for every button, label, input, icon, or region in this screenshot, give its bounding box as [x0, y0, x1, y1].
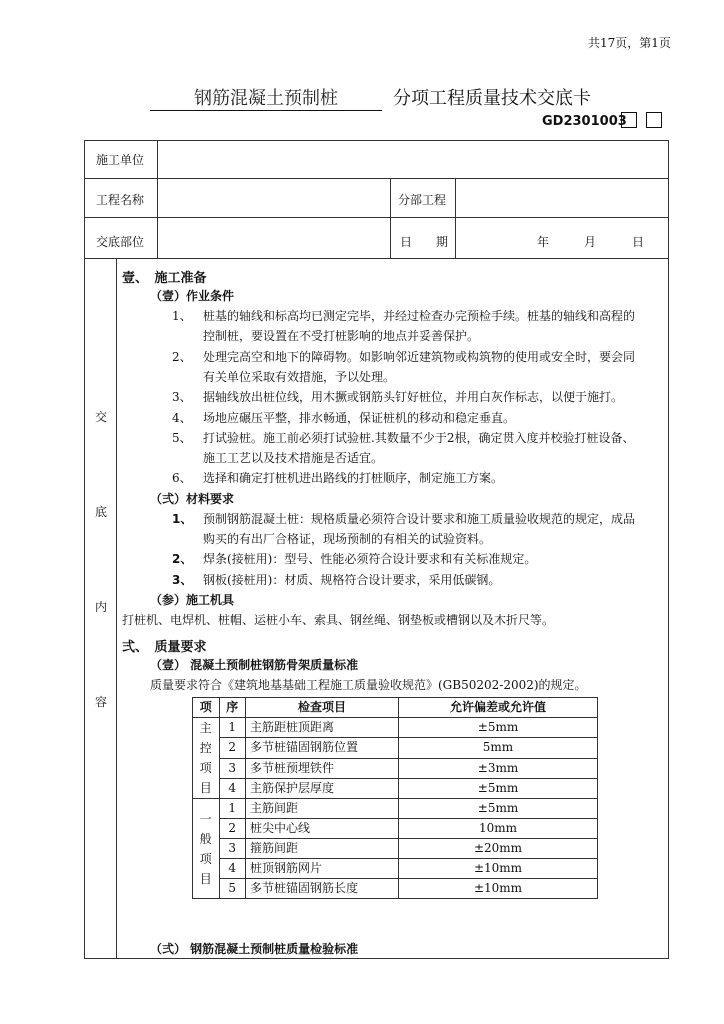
table-row [193, 879, 598, 899]
seq-cell: 5 [219, 879, 246, 899]
divider [84, 178, 669, 179]
divider [668, 140, 669, 959]
title-subject: 钢筋混凝土预制桩 [150, 84, 382, 111]
col-header: 检查项目 [246, 698, 399, 718]
item-number: 6、 [172, 471, 192, 486]
title-suffix: 分项工程质量技术交底卡 [393, 88, 591, 109]
month-label: 月 [584, 235, 597, 249]
unit-label: 施工单位 [96, 153, 145, 167]
section-2-note: 质量要求符合《建筑地基基础工程施工质量验收规范》(GB50202-2002)的规定。 [150, 678, 587, 693]
tolerance-cell: ±10mm [399, 879, 598, 899]
item-text: 处理完高空和地下的障碍物。如影响邻近建筑物或构筑物的使用或安全时，要会同 [203, 349, 636, 364]
item-cell: 多节桩锚固钢筋位置 [246, 738, 399, 758]
item-text: 有关单位采取有效措施，予以处理。 [203, 369, 396, 384]
seq-cell: 1 [219, 718, 246, 738]
item-text: 预制钢筋混凝土桩：规格质量必须符合设计要求和施工质量验收规范的规定，成品 [203, 511, 636, 526]
item-number: 1、 [172, 511, 193, 526]
item-number: 3、 [172, 572, 193, 587]
quality-standard-table [192, 697, 598, 899]
divider [84, 140, 669, 141]
table-row [193, 718, 598, 738]
checkbox[interactable] [621, 112, 637, 128]
item-cell: 桩顶钢筋网片 [246, 859, 399, 879]
divider [84, 140, 85, 959]
divider [84, 958, 669, 959]
item-cell: 箍筋间距 [246, 839, 399, 859]
section-1-title: 壹、 施工准备 [122, 271, 207, 286]
subproject-label: 分部工程 [398, 193, 447, 207]
item-number: 2、 [172, 349, 192, 364]
table-row [193, 738, 598, 758]
group-label: 主 控 项 目 [193, 718, 220, 799]
table-row [193, 778, 598, 798]
page-info: 共17页，第1页 [588, 36, 671, 50]
divider [455, 178, 456, 258]
divider [116, 258, 117, 958]
divider [84, 217, 669, 218]
seq-cell: 1 [219, 799, 246, 819]
item-number: 2、 [172, 552, 193, 567]
item-text: 桩基的轴线和标高均已测定完毕，并经过检查办完预检手续。桩基的轴线和高程的 [203, 309, 636, 323]
day-label: 日 [632, 235, 645, 249]
item-text: 焊条(接桩用)：型号、性能必须符合设计要求和有关标准规定。 [203, 552, 537, 567]
item-text: 钢板(接桩用)：材质、规格符合设计要求，采用低碳钢。 [203, 572, 501, 587]
tolerance-cell: ±5mm [399, 799, 598, 819]
seq-cell: 2 [219, 738, 246, 758]
table-row [193, 839, 598, 859]
year-label: 年 [537, 235, 550, 249]
tolerance-cell: 10mm [399, 819, 598, 839]
table-row [193, 819, 598, 839]
seq-cell: 3 [219, 758, 246, 778]
item-cell: 多节桩预埋铁件 [246, 758, 399, 778]
seq-cell: 3 [219, 839, 246, 859]
tolerance-cell: ±3mm [399, 758, 598, 778]
item-cell: 多节桩锚固钢筋长度 [246, 879, 399, 899]
location-label: 交底部位 [96, 235, 145, 249]
col-header: 序 [219, 698, 246, 718]
item-number: 4、 [172, 410, 192, 425]
divider [390, 178, 391, 258]
col-header: 允许偏差或允许值 [399, 698, 598, 718]
table-row [193, 859, 598, 879]
item-text: 打试验桩。施工前必须打试验桩.其数量不少于2根，确定贯入度并校验打桩设备、 [203, 430, 635, 445]
item-cell: 主筋保护层厚度 [246, 778, 399, 798]
seq-cell: 4 [219, 778, 246, 798]
table-row [193, 799, 598, 819]
item-text: 购买的有出厂合格证，现场预制的有相关的试验资料。 [203, 532, 492, 546]
item-cell: 主筋距桩顶距离 [246, 718, 399, 738]
col-header: 项 [193, 698, 220, 718]
side-label: 容 [95, 695, 108, 709]
item-text: 控制桩，要设置在不受打桩影响的地点并妥善保护。 [203, 329, 480, 344]
item-number: 5、 [172, 430, 192, 445]
item-text: 施工工艺以及技术措施是否适宜。 [203, 451, 384, 466]
section-1-sub2: （弍）材料要求 [150, 491, 235, 506]
item-number: 3、 [172, 390, 192, 405]
item-number: 1、 [172, 309, 192, 323]
section-2-sub1: （壹） 混凝土预制桩钢筋骨架质量标准 [150, 658, 359, 673]
section-2-title: 弍、 质量要求 [122, 640, 207, 656]
divider [157, 140, 158, 258]
item-cell: 主筋间距 [246, 799, 399, 819]
seq-cell: 4 [219, 859, 246, 879]
side-label: 底 [95, 505, 108, 519]
divider [84, 258, 669, 259]
item-text: 据轴线放出桩位线，用木撅或钢筋头钉好桩位，并用白灰作标志，以便于施打。 [203, 390, 624, 405]
date-label: 日 期 [400, 235, 449, 249]
group-label: 一 般 项 目 [193, 799, 220, 899]
tolerance-cell: 5mm [399, 738, 598, 758]
tolerance-cell: ±5mm [399, 718, 598, 738]
tolerance-cell: ±20mm [399, 839, 598, 859]
doc-code: GD2301003 [542, 114, 627, 129]
side-label: 交 [95, 410, 108, 424]
item-cell: 桩尖中心线 [246, 819, 399, 839]
checkbox[interactable] [646, 112, 662, 128]
tolerance-cell: ±5mm [399, 778, 598, 798]
tolerance-cell: ±10mm [399, 859, 598, 879]
tools-text: 打桩机、电焊机、桩帽、运桩小车、索具、钢丝绳、钢垫板或槽钢以及木折尺等。 [122, 613, 555, 628]
section-2-sub2: （弍） 钢筋混凝土预制桩质量检验标准 [150, 942, 359, 956]
project-label: 工程名称 [96, 193, 145, 207]
section-1-sub3: （参）施工机具 [150, 592, 235, 607]
item-text: 场地应碾压平整，排水畅通，保证桩机的移动和稳定垂直。 [203, 410, 516, 425]
item-text: 选择和确定打桩机进出路线的打桩顺序，制定施工方案。 [203, 471, 504, 486]
seq-cell: 2 [219, 819, 246, 839]
table-row [193, 758, 598, 778]
side-label: 内 [95, 600, 108, 614]
section-1-sub1: （壹）作业条件 [150, 289, 235, 303]
